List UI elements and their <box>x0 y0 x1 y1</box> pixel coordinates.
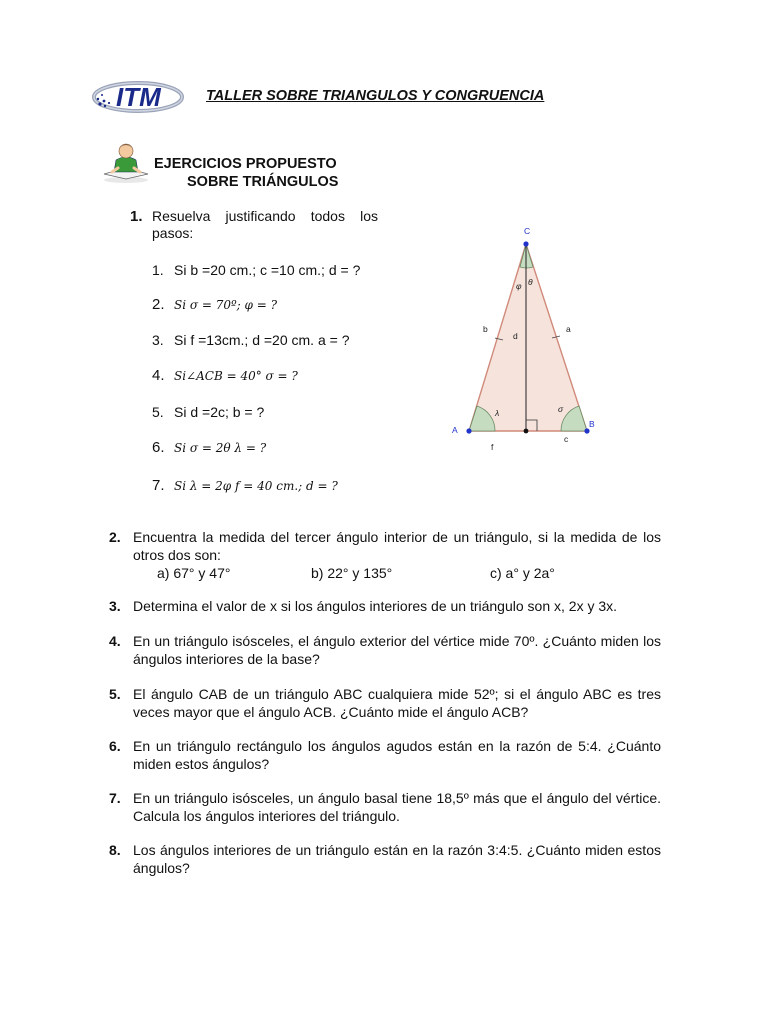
problem-1-item <box>152 332 349 348</box>
question-8 <box>109 842 661 877</box>
label-sigma: σ <box>558 404 564 414</box>
point-C <box>523 241 528 246</box>
option-b: b) 22° y 135° <box>311 565 393 581</box>
item-text: Si σ = 2θ λ = ? <box>174 441 267 455</box>
item-text: Si λ = 2φ f = 40 cm.; d = ? <box>174 479 338 493</box>
point-foot <box>524 429 529 434</box>
problem-1-item <box>152 477 338 494</box>
question-2 <box>109 529 661 564</box>
question-text: El ángulo CAB de un triángulo ABC cualquiera mide 52º; si el ángulo ABC es tres veces mayor que el ángulo ACB. ¿Cuánto mide el ángulo ACB? <box>133 686 661 720</box>
label-d: d <box>513 331 518 341</box>
problem-1-item <box>152 404 264 420</box>
question-number: 4. <box>109 633 121 649</box>
page-title: TALLER SOBRE TRIANGULOS Y CONGRUENCIA <box>206 88 545 104</box>
question-text: Encuentra la medida del tercer ángulo interior de un triángulo, si la medida de los otros dos son: <box>133 529 661 563</box>
label-c: c <box>564 434 569 444</box>
label-b: b <box>483 324 488 334</box>
label-f: f <box>491 442 494 452</box>
question-5 <box>109 686 661 721</box>
problem-1-text: Resuelva justificando todos los pasos: <box>152 208 378 241</box>
section-heading-line1: EJERCICIOS PROPUESTO <box>154 156 337 172</box>
section-heading-line2: SOBRE TRIÁNGULOS <box>187 174 339 190</box>
question-7 <box>109 790 661 825</box>
question-number: 8. <box>109 842 121 858</box>
question-text: En un triángulo rectángulo los ángulos agudos están en la razón de 5:4. ¿Cuánto miden estos ángulos? <box>133 738 661 772</box>
question-number: 7. <box>109 790 121 806</box>
item-text: Si∠ACB = 40° σ = ? <box>174 369 298 383</box>
logo-text: ITM <box>116 82 161 112</box>
triangle-fill <box>469 244 587 431</box>
item-number: 3. <box>152 332 164 348</box>
point-B <box>584 428 589 433</box>
question-text: Determina el valor de x si los ángulos interiores de un triángulo son x, 2x y 3x. <box>133 598 618 614</box>
label-phi: φ <box>516 281 522 291</box>
question-4 <box>109 633 661 668</box>
problem-1-number: 1. <box>130 208 143 225</box>
item-number: 5. <box>152 404 164 420</box>
item-number: 2. <box>152 296 165 313</box>
label-B: B <box>589 419 595 429</box>
question-text: En un triángulo isósceles, el ángulo exterior del vértice mide 70º. ¿Cuánto miden los ángulos interiores de la base? <box>133 633 661 667</box>
item-number: 6. <box>152 439 165 456</box>
point-A <box>466 428 471 433</box>
question-text: En un triángulo isósceles, un ángulo basal tiene 18,5º más que el ángulo del vértice. Calcula los ángulos interiores del triángulo. <box>133 790 661 824</box>
question-number: 2. <box>109 529 121 545</box>
item-text: Si f =13cm.; d =20 cm. a = ? <box>174 332 350 348</box>
section-heading <box>154 155 338 191</box>
label-A: A <box>452 425 458 435</box>
problem-1-item <box>152 439 266 456</box>
question-text: Los ángulos interiores de un triángulo están en la razón 3:4:5. ¿Cuánto miden estos ángulos? <box>133 842 661 876</box>
label-lambda: λ <box>495 408 500 418</box>
label-theta: θ <box>528 277 533 287</box>
question-3 <box>109 598 661 616</box>
question-6 <box>109 738 661 773</box>
problem-1-item <box>152 262 360 278</box>
item-text: Si d =2c; b = ? <box>174 404 265 420</box>
label-C: C <box>524 226 531 236</box>
question-number: 5. <box>109 686 121 702</box>
item-number: 4. <box>152 367 165 384</box>
item-text: Si b =20 cm.; c =10 cm.; d = ? <box>174 262 361 278</box>
option-a: a) 67° y 47° <box>157 565 231 581</box>
itm-logo <box>92 74 184 120</box>
problem-1-item <box>152 296 277 313</box>
question-number: 3. <box>109 598 121 614</box>
item-text: Si σ = 70º; φ = ? <box>174 298 278 312</box>
label-a: a <box>566 324 571 334</box>
student-reading-icon <box>100 138 152 184</box>
option-c: c) a° y 2a° <box>490 565 555 581</box>
question-number: 6. <box>109 738 121 754</box>
problem-1-item <box>152 367 298 384</box>
item-number: 7. <box>152 477 165 494</box>
isosceles-triangle-diagram <box>440 222 610 458</box>
item-number: 1. <box>152 262 164 278</box>
